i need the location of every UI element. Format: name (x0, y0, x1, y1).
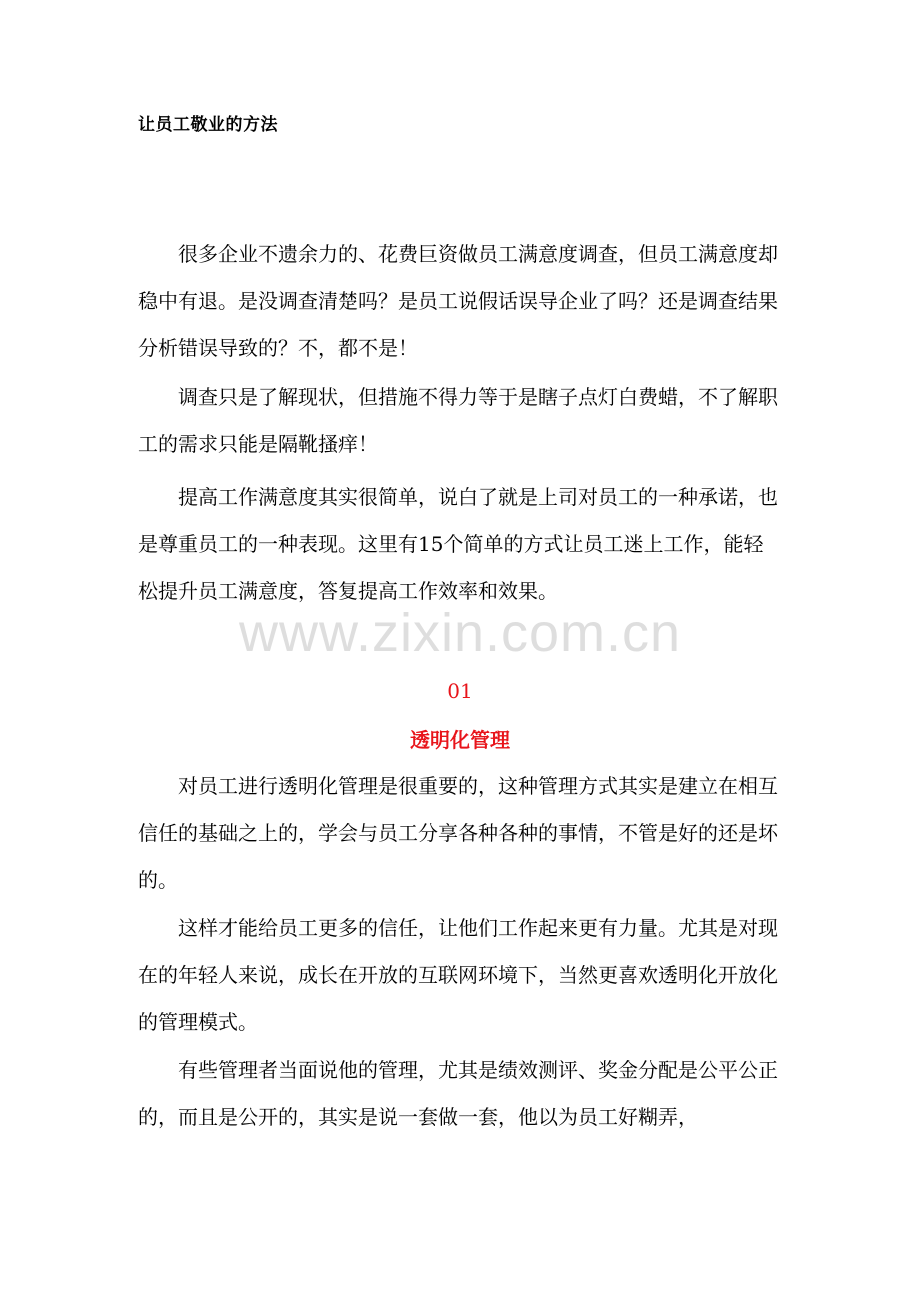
section-number: 01 (447, 679, 473, 703)
intro-paragraph-2: 调查只是了解现状，但措施不得力等于是瞎子点灯白费蜡，不了解职工的需求只能是隔靴搔痒！ (138, 385, 778, 456)
section-paragraph-3: 有些管理者当面说他的管理，尤其是绩效测评、奖金分配是公平公正的，而且是公开的，其实是说一套做一套，他以为员工好糊弄， (138, 1058, 778, 1129)
section-heading: 透明化管理 (410, 728, 510, 752)
watermark-logo: www.zixin.com.cn (238, 603, 682, 663)
section-paragraph-1: 对员工进行透明化管理是很重要的，这种管理方式其实是建立在相互信任的基础之上的，学会与员工分享各种各种的事情，不管是好的还是坏的。 (138, 774, 778, 892)
section-paragraph-2: 这样才能给员工更多的信任，让他们工作起来更有力量。尤其是对现在的年轻人来说，成长在开放的互联网环境下，当然更喜欢透明化开放化的管理模式。 (138, 916, 778, 1034)
intro-paragraph-1: 很多企业不遗余力的、花费巨资做员工满意度调查，但员工满意度却稳中有退。是没调查清楚吗？是员工说假话误导企业了吗？还是调查结果分析错误导致的？不，都不是！ (138, 242, 778, 360)
document-title: 让员工敬业的方法 (138, 115, 278, 135)
intro-paragraph-3: 提高工作满意度其实很简单，说白了就是上司对员工的一种承诺，也是尊重员工的一种表现。这里有15个简单的方式让员工迷上工作，能轻松提升员工满意度，答复提高工作效率和效果。 (138, 485, 778, 603)
